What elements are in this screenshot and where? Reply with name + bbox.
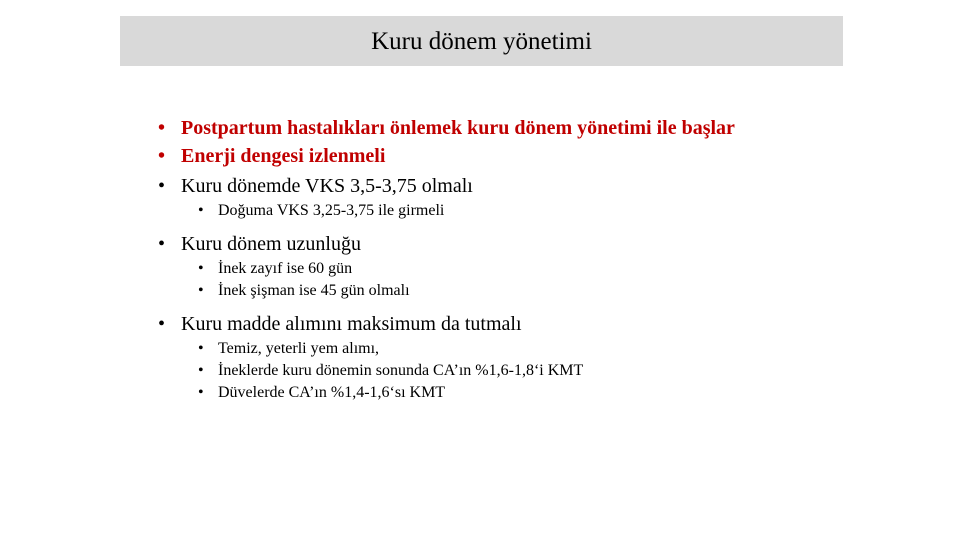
bullet-text: Kuru dönem uzunluğu bbox=[181, 233, 361, 255]
bullet-item bbox=[158, 174, 838, 198]
bullet-item bbox=[158, 312, 838, 336]
sub-bullet-text: Temiz, yeterli yem alımı, bbox=[218, 340, 380, 357]
sub-bullet-item bbox=[198, 200, 838, 222]
sub-bullet-item bbox=[198, 258, 838, 280]
bullet-icon: • bbox=[198, 340, 204, 357]
title-bar bbox=[120, 16, 843, 66]
bullet-text: Kuru dönemde VKS 3,5-3,75 olmalı bbox=[181, 175, 473, 197]
bullet-text: Postpartum hastalıkları önlemek kuru dönem yönetimi ile başlar bbox=[181, 117, 735, 139]
bullet-item bbox=[158, 146, 838, 166]
bullet-icon: • bbox=[158, 233, 166, 255]
bullet-icon: • bbox=[198, 384, 204, 401]
bullet-list bbox=[158, 118, 838, 404]
sub-bullet-item bbox=[198, 382, 838, 404]
bullet-icon: • bbox=[158, 117, 166, 139]
sub-bullet-item bbox=[198, 338, 838, 360]
bullet-icon: • bbox=[198, 362, 204, 379]
bullet-item bbox=[158, 232, 838, 256]
bullet-text: Enerji dengesi izlenmeli bbox=[181, 145, 386, 167]
bullet-icon: • bbox=[158, 313, 166, 335]
bullet-icon: • bbox=[198, 282, 204, 299]
sub-bullet-text: İnek zayıf ise 60 gün bbox=[218, 260, 353, 277]
sub-bullet-text: Doğuma VKS 3,25-3,75 ile girmeli bbox=[218, 202, 445, 219]
sub-bullet-item bbox=[198, 360, 838, 382]
sub-bullet-text: İnek şişman ise 45 gün olmalı bbox=[218, 282, 410, 299]
slide-title: Kuru dönem yönetimi bbox=[371, 27, 592, 55]
bullet-text: Kuru madde alımını maksimum da tutmalı bbox=[181, 313, 522, 335]
bullet-icon: • bbox=[198, 260, 204, 277]
bullet-icon: • bbox=[158, 145, 166, 167]
bullet-icon: • bbox=[158, 175, 166, 197]
bullet-item bbox=[158, 118, 838, 138]
sub-bullet-text: İneklerde kuru dönemin sonunda CA’ın %1,6-1,8‘i KMT bbox=[218, 362, 584, 379]
sub-bullet-text: Düvelerde CA’ın %1,4-1,6‘sı KMT bbox=[218, 384, 446, 401]
bullet-icon: • bbox=[198, 202, 204, 219]
sub-bullet-item bbox=[198, 280, 838, 302]
